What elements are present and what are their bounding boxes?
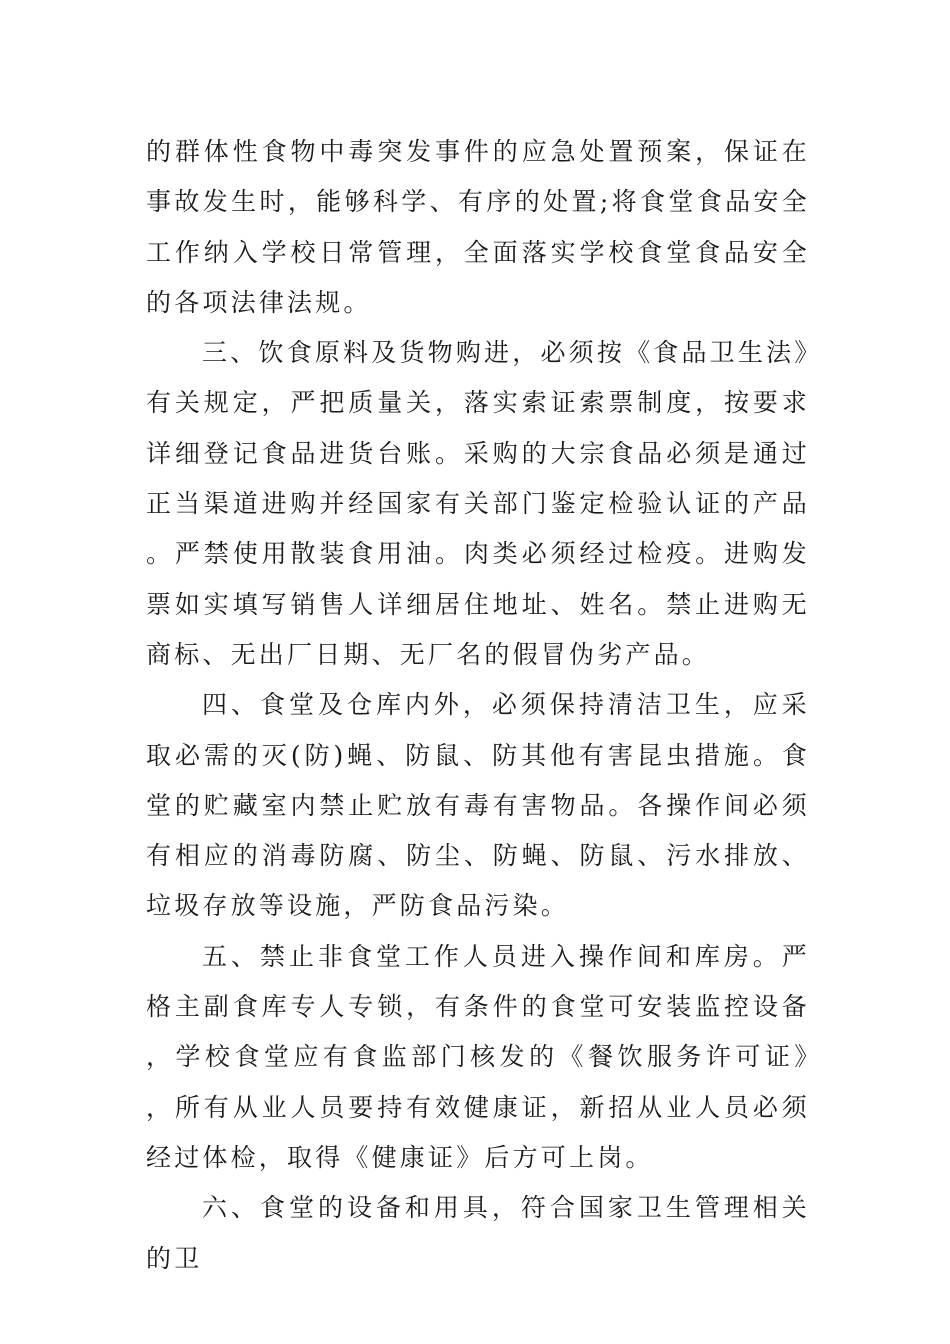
paragraph-item-3: 三、饮食原料及货物购进，必须按《食品卫生法》有关规定，严把质量关，落实索证索票制度，按要求详细登记食品进货台账。采购的大宗食品必须是通过正当渠道进购并经国家有关部门鉴定检验认证的产品。严禁使用散装食用油。肉类必须经过检疫。进购发票如实填写销售人详细居住地址、姓名。禁止进购无商标、无出厂日期、无厂名的假冒伪劣产品。	[146, 338, 810, 669]
paragraph-item-6: 六、食堂的设备和用具，符合国家卫生管理相关的卫	[146, 1193, 810, 1273]
paragraph-continuation: 的群体性食物中毒突发事件的应急处置预案，保证在事故发生时，能够科学、有序的处置;将食堂食品安全工作纳入学校日常管理，全面落实学校食堂食品安全的各项法律法规。	[146, 137, 810, 317]
paragraph-item-5: 五、禁止非食堂工作人员进入操作间和库房。严格主副食库专人专锁，有条件的食堂可安装监控设备，学校食堂应有食监部门核发的《餐饮服务许可证》，所有从业人员要持有效健康证，新招从业人员必须经过体检，取得《健康证》后方可上岗。	[146, 941, 810, 1172]
document-body	[146, 127, 810, 1284]
paragraph-item-4: 四、食堂及仓库内外，必须保持清洁卫生，应采取必需的灭(防)蝇、防鼠、防其他有害昆虫措施。食堂的贮藏室内禁止贮放有毒有害物品。各操作间必须有相应的消毒防腐、防尘、防蝇、防鼠、污水排放、垃圾存放等设施，严防食品污染。	[146, 690, 810, 921]
